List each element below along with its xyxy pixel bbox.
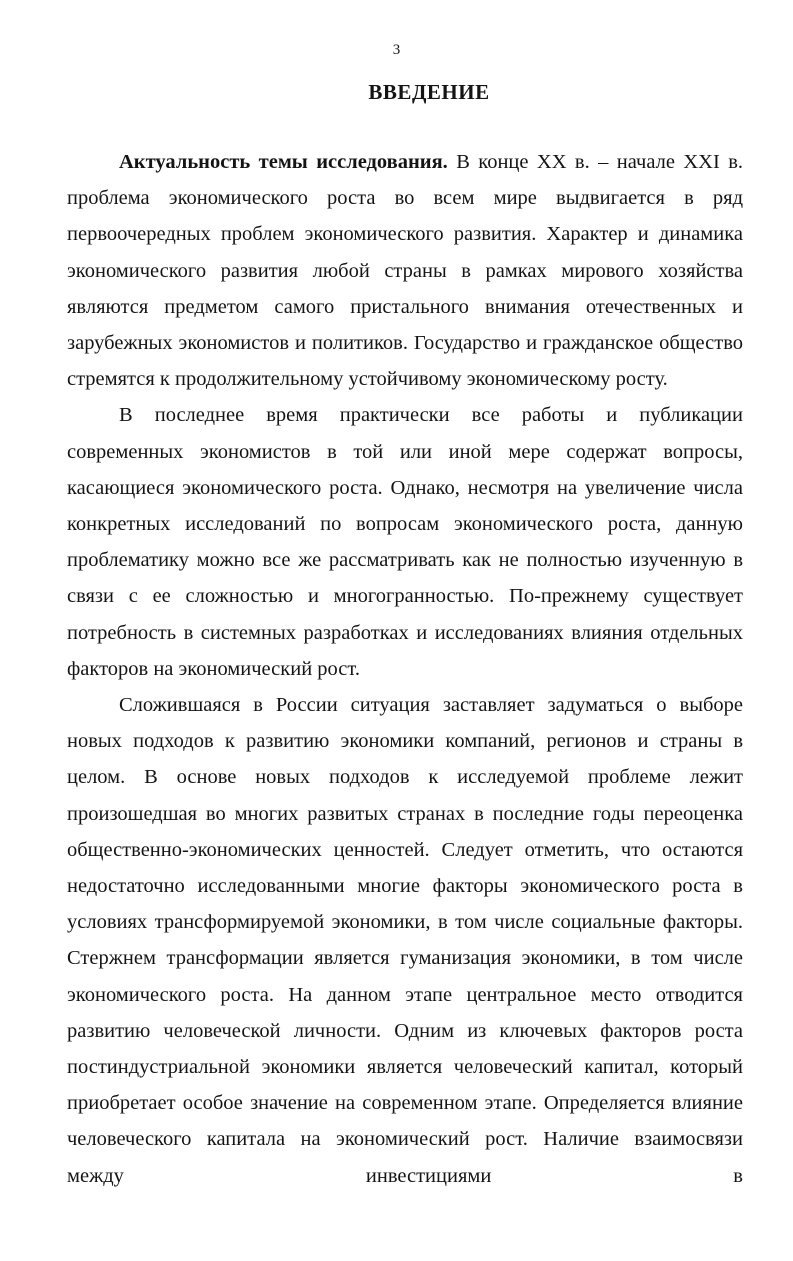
section-heading: ВВЕДЕНИЕ [368, 80, 490, 104]
paragraph-relevance [67, 144, 743, 397]
body-text [67, 144, 743, 1194]
paragraph-recent-works: В последнее время практически все работы и публикации современных экономистов в той или иной мере содержат вопросы, касающиеся экономического роста. Однако, несмотря на увеличение числа конкретных исследований по вопросам экономического роста, данную проблематику можно все же рассматривать как не полностью изученную в связи с ее сложностью и многогранностью. По-прежнему существует потребность в системных разработках и исследованиях влияния отдельных факторов на экономический рост. [67, 404, 743, 680]
paragraph-lead: Актуальность темы исследования. [119, 151, 448, 173]
paragraph-text: В конце XX в. – начале XXI в. проблема экономического роста во всем мире выдвигается в ряд первоочередных проблем экономического развития. Характер и динамика экономического развития любой страны в рамках мирового хозяйства являются предметом самого пристального внимания отечественных и зарубежных экономистов и политиков. Государство и гражданское общество стремятся к продолжительному устойчивому экономическому росту. [67, 151, 743, 391]
page-number: 3 [392, 42, 401, 58]
paragraph-russia-situation: Сложившаяся в России ситуация заставляет задуматься о выборе новых подходов к развитию экономики компаний, регионов и страны в целом. В основе новых подходов к исследуемой проблеме лежит произошедшая во многих развитых странах в последние годы переоценка общественно-экономических ценностей. Следует отметить, что остаются недостаточно исследованными многие факторы экономического роста в условиях трансформируемой экономики, в том числе социальные факторы. Стержнем трансформации является гуманизация экономики, в том числе экономического роста. На данном этапе центральное место отводится развитию человеческой личности. Одним из ключевых факторов роста постиндустриальной экономики является человеческий капитал, который приобретает особое значение на современном этапе. Определяется влияние человеческого капитала на экономический рост. Наличие взаимосвязи между инвестициями в [67, 694, 743, 1187]
